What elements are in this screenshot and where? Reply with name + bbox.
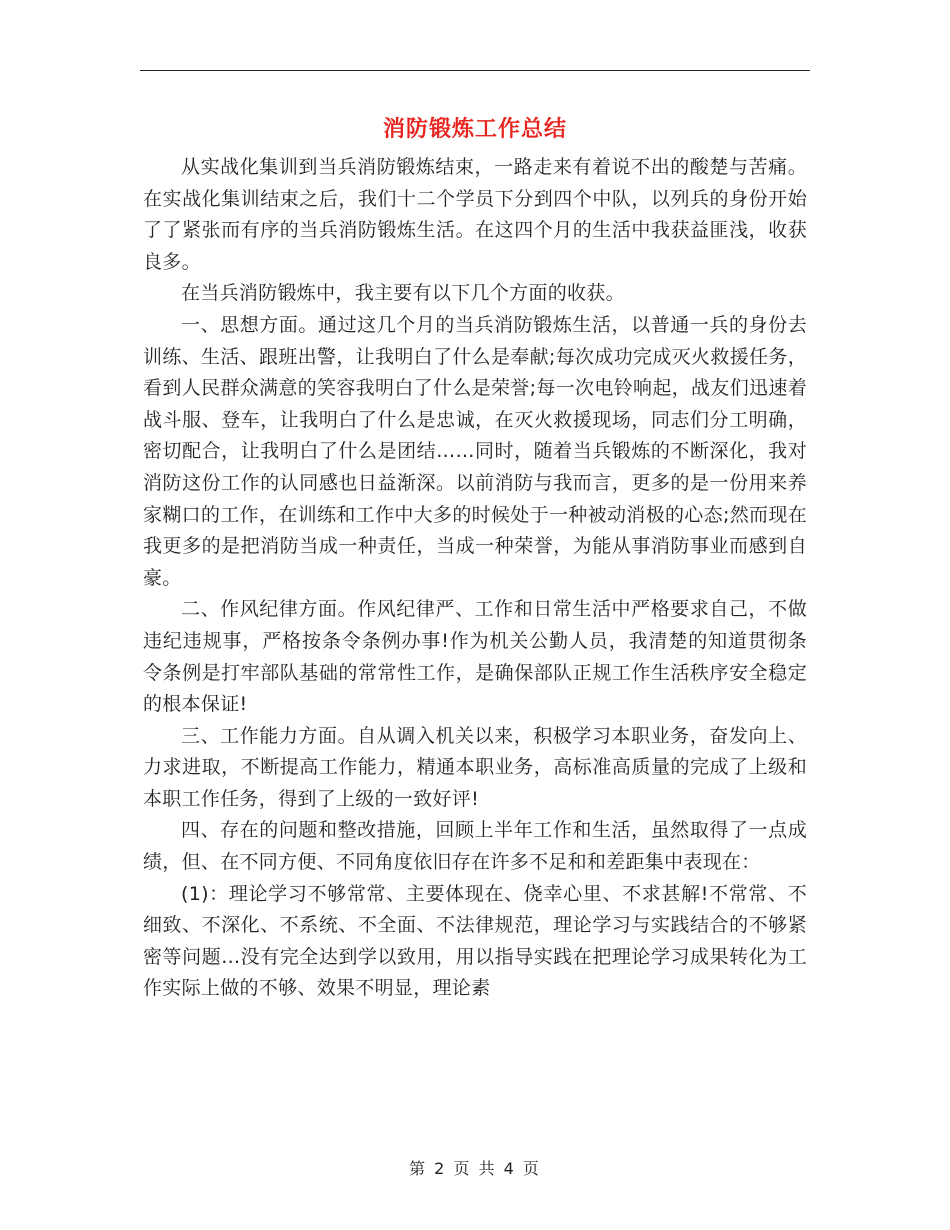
paragraph-intro: 从实战化集训到当兵消防锻炼结束，一路走来有着说不出的酸楚与苦痛。在实战化集训结束之后，我们十二个学员下分到四个中队，以列兵的身份开始了了紧张而有序的当兵消防锻炼生活。在这四个月的生活中我获益匪浅，收获良多。 [143, 156, 807, 273]
page-title: 消防锻炼工作总结 [382, 117, 567, 142]
paragraph-ability: 三、工作能力方面。自从调入机关以来，积极学习本职业务，奋发向上、力求进取，不断提高工作能力，精通本职业务，高标准高质量的完成了上级和本职工作任务，得到了上级的一致好评! [143, 724, 807, 810]
paragraph-problems: 四、存在的问题和整改措施，回顾上半年工作和生活，虽然取得了一点成绩，但、在不同方便、不同角度依旧存在许多不足和和差距集中表现在： [143, 819, 807, 874]
document-body [143, 152, 807, 1005]
page-number: 第 2 页 共 4 页 [409, 1159, 541, 1178]
paragraph-discipline: 二、作风纪律方面。作风纪律严、工作和日常生活中严格要求自己，不做违纪违规事，严格按条令条例办事!作为机关公勤人员，我清楚的知道贯彻条令条例是打牢部队基础的常常性工作，是确保部队正规工作生活秩序安全稳定的根本保证! [143, 598, 807, 716]
paragraph-thought: 一、思想方面。通过这几个月的当兵消防锻炼生活，以普通一兵的身份去训练、生活、跟班出警，让我明白了什么是奉献;每次成功完成灭火救援任务，看到人民群众满意的笑容我明白了什么是荣誉;每一次电铃响起，战友们迅速着战斗服、登车，让我明白了什么是忠诚，在灭火救援现场，同志们分工明确，密切配合，让我明白了什么是团结……同时，随着当兵锻炼的不断深化，我对消防这份工作的认同感也日益渐深。以前消防与我而言，更多的是一份用来养家糊口的工作，在训练和工作中大多的时候处于一种被动消极的心态;然而现在我更多的是把消防当成一种责任，当成一种荣誉，为能从事消防事业而感到自豪。 [143, 313, 807, 589]
paragraph-item-1: (1)：理论学习不够常常、主要体现在、侥幸心里、不求甚解!不常常、不细致、不深化、不系统、不全面、不法律规范，理论学习与实践结合的不够紧密等问题…没有完全达到学以致用，用以指导实践在把理论学习成果转化为工作实际上做的不够、效果不明显，理论素 [143, 882, 807, 1000]
paragraph-summary: 在当兵消防锻炼中，我主要有以下几个方面的收获。 [181, 282, 625, 305]
header-rule [140, 70, 810, 71]
